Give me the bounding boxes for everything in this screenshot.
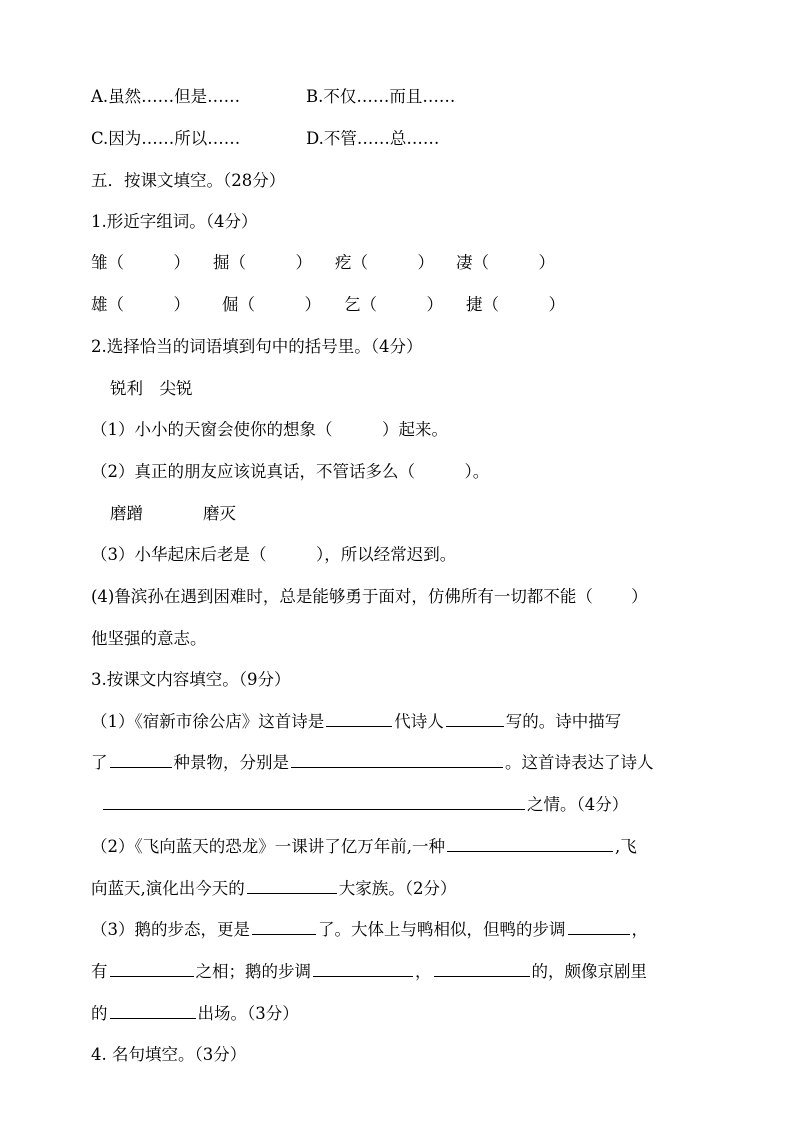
- fill-line-1: （1）《宿新市徐公店》这首诗是 代诗人 写的。诗中描写: [91, 712, 622, 731]
- char: 凄: [456, 253, 473, 272]
- word-choice: 磨灭: [203, 504, 236, 523]
- section-title: 五．按课文填空。（28分）: [91, 171, 286, 190]
- fill-line-7: 有 之相；鹅的步调 ， 的，颇像京剧里: [91, 962, 647, 981]
- sentence-2: （2）真正的朋友应该说真话，不管话多么（ ）。: [91, 462, 490, 481]
- option-c: C.因为……所以……: [91, 129, 241, 148]
- fill-line-5: 向蓝天,演化出今天的 大家族。（2分）: [91, 879, 457, 898]
- char: 乞: [344, 295, 361, 314]
- char-item: 雏（ ）: [91, 253, 190, 272]
- option-b: B.不仅……而且……: [306, 87, 456, 106]
- fill-line-4: （2）《飞向蓝天的恐龙》一课讲了亿万年前,一种 ,飞: [91, 837, 637, 856]
- word-choice: 磨蹭: [110, 504, 143, 523]
- option-a: A.虽然……但是……: [91, 87, 241, 106]
- char: 倔: [222, 295, 239, 314]
- question-3-title: 3.按课文内容填空。（9分）: [91, 670, 291, 689]
- sentence-4: (4)鲁滨孙在遇到困难时，总是能够勇于面对，仿佛所有一切都不能（ ）: [91, 587, 648, 606]
- fill-line-6: （3）鹅的步态，更是 了。大体上与鸭相似，但鸭的步调 ，: [91, 920, 648, 939]
- char-item: 凄（ ）: [456, 253, 555, 272]
- question-4-title: 4. 名句填空。（3分）: [91, 1045, 247, 1064]
- word-choices: 锐利 尖锐: [110, 379, 193, 398]
- char: 雏: [91, 253, 108, 272]
- option-d: D.不管……总……: [306, 129, 440, 148]
- question-1-title: 1.形近字组词。（4分）: [91, 212, 258, 231]
- sentence-4-cont: 他坚强的意志。: [91, 629, 207, 648]
- char: 掘: [213, 253, 230, 272]
- char: 雄: [91, 295, 108, 314]
- char-item: 捷（ ）: [466, 295, 565, 314]
- question-2-title: 2.选择恰当的词语填到句中的括号里。（4分）: [91, 337, 423, 356]
- char: 捷: [466, 295, 483, 314]
- fill-line-3: 之情。（4分）: [101, 794, 628, 816]
- char-item: 掘（ ）: [213, 253, 312, 272]
- sentence-3: （3）小华起床后老是（ ），所以经常迟到。: [91, 545, 457, 564]
- fill-line-2: 了 种景物，分别是 。这首诗表达了诗人: [91, 753, 654, 772]
- char-item: 雄（ ）: [91, 295, 190, 314]
- char: 疙: [335, 253, 352, 272]
- char-item: 疙（ ）: [335, 253, 434, 272]
- char-item: 倔（ ）: [222, 295, 321, 314]
- char-item: 乞（ ）: [344, 295, 443, 314]
- sentence-1: （1）小小的天窗会使你的想象（ ）起来。: [91, 420, 448, 439]
- fill-line-8: 的 出场。（3分）: [91, 1004, 299, 1023]
